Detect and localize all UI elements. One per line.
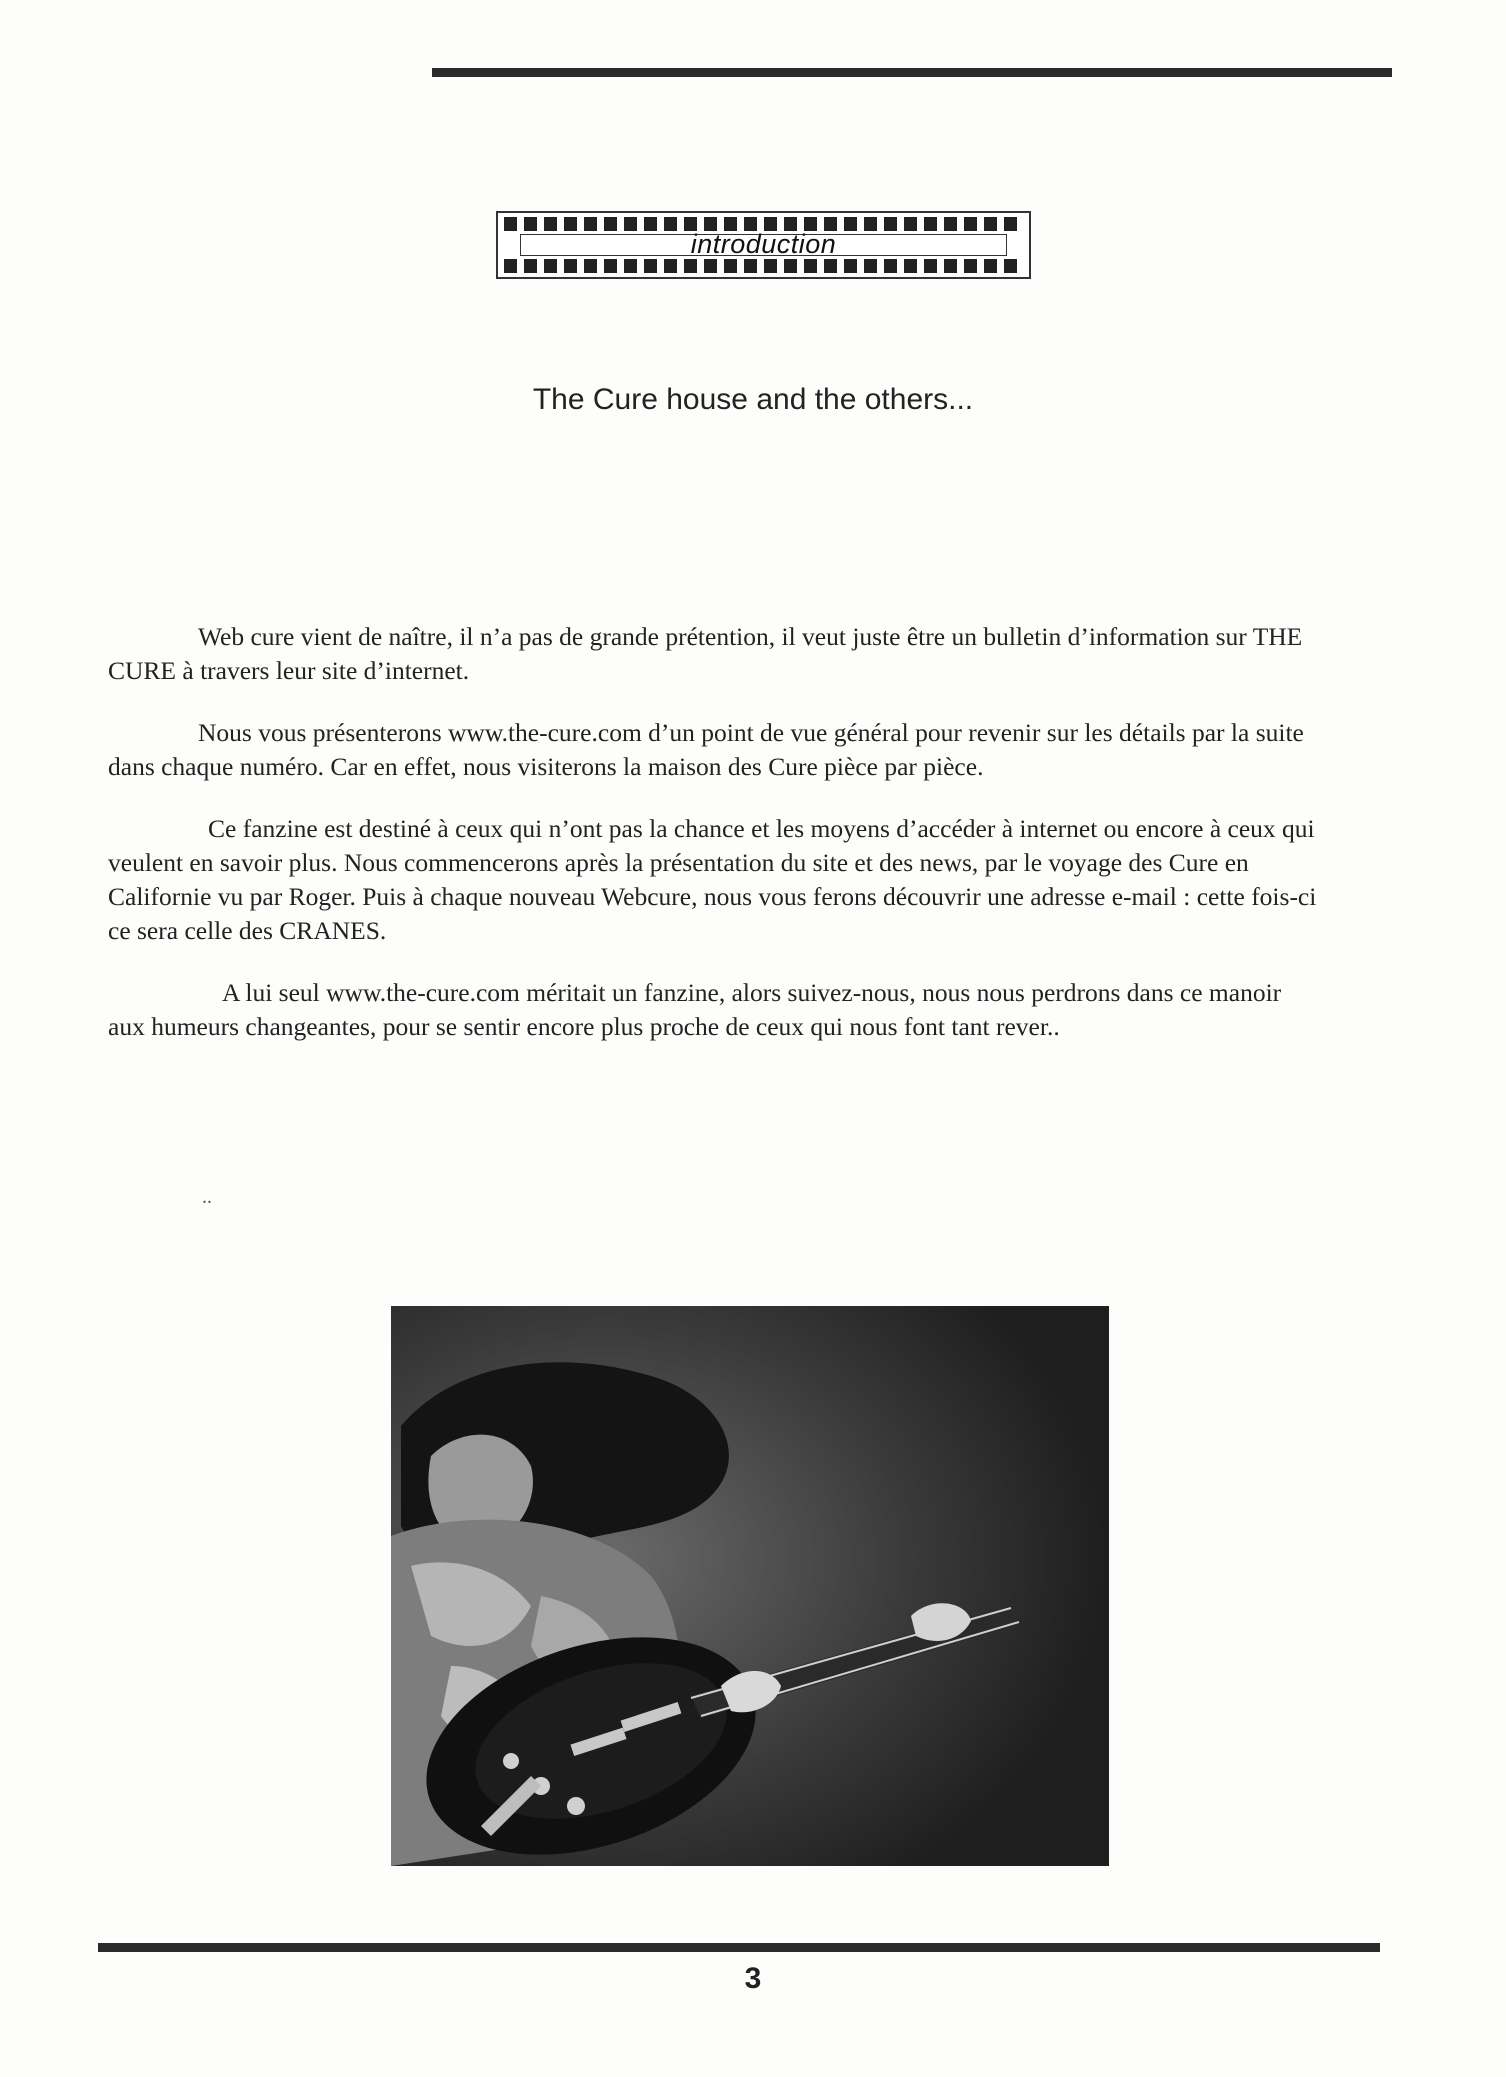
paragraph-4: A lui seul www.the-cure.com méritait un fanzine, alors suivez-nous, nous nous perdrons dans ce manoir aux humeurs changeantes, pour se sentir encore plus proche de ceux qui nous font tant rever.. xyxy=(108,978,1282,1041)
paragraph-3: Ce fanzine est destiné à ceux qui n’ont pas la chance et les moyens d’accéder à internet ou encore à ceux qui veulent en savoir plus. Nous commencerons après la présentation du site et des news, par le voyage des Cure en Californie vu par Roger. Puis à chaque nouveau Webcure, nous vous ferons découvrir une adresse e-mail : cette fois-ci ce sera celle des CRANES. xyxy=(108,814,1317,945)
guitarist-illustration xyxy=(391,1306,1109,1866)
section-header-box xyxy=(496,211,1031,279)
filmstrip-border-bottom xyxy=(504,259,1023,273)
bottom-rule xyxy=(98,1943,1380,1952)
paragraph-1: Web cure vient de naître, il n’a pas de grande prétention, il veut juste être un bulletin d’information sur THE CURE à travers leur site d’internet. xyxy=(108,622,1303,685)
section-label-frame xyxy=(520,229,1007,259)
guitarist-photo xyxy=(391,1306,1109,1866)
article-subtitle: The Cure house and the others... xyxy=(532,383,974,416)
paragraph-2: Nous vous présenterons www.the-cure.com d’un point de vue général pour revenir sur les détails par la suite dans chaque numéro. Car en effet, nous visiterons la maison des Cure pièce par pièce. xyxy=(108,718,1304,781)
top-rule xyxy=(432,68,1392,77)
article-body xyxy=(108,620,1318,1072)
page-number: 3 xyxy=(744,1962,762,1995)
trailing-mark: .. xyxy=(202,1186,212,1208)
section-label: introduction xyxy=(690,229,837,259)
